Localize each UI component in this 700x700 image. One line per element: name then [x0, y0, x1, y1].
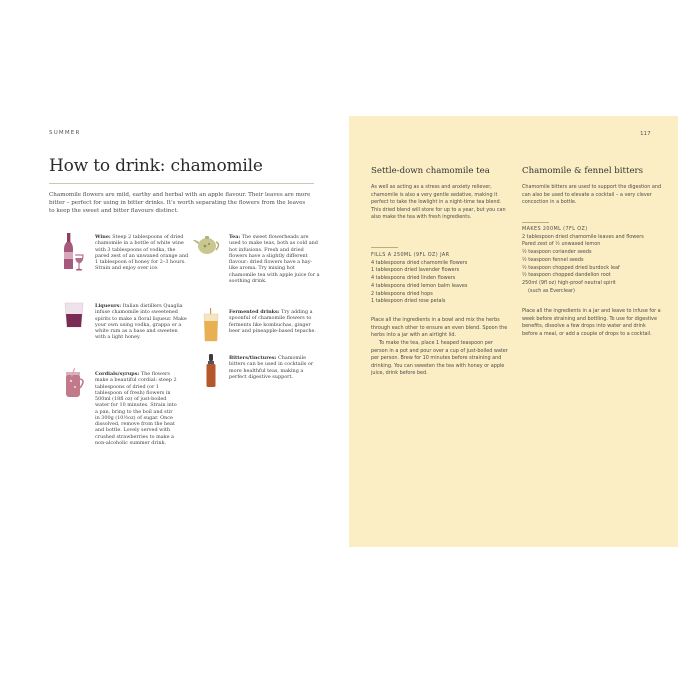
tea-ingredient: 1 tablespoon dried lavender flowers: [371, 267, 460, 274]
fermented-text: Try adding a spoonful of chamomile flowers to ferments like kombuchas, ginger beer and pineapple-based tepache.: [229, 309, 316, 334]
tea-recipe-title: Settle-down chamomile tea: [371, 166, 490, 176]
bitters-ingredient: ½ teaspoon chopped dandelion root: [522, 272, 611, 279]
bitters-yield: MAKES 200ML (7FL OZ): [522, 226, 588, 232]
fermented-heading: Fermented drinks:: [229, 309, 280, 315]
cordials-text: The flowers make a beautiful cordial: steep 2 tablespoons of dried (or 1 tablespoon of fresh) flowers in 500ml (18fl oz) of just-boiled water for 10 minutes. Strain into a pan, bring to the boil and stir in 300g (10½oz) of sugar. Once dissolved, remove from the heat and bottle. Lovely served with crushed strawberries to make a non-alcoholic summer drink.: [95, 371, 177, 446]
bitters-ingredient: 250ml (9fl oz) high-proof neutral spirit: [522, 279, 616, 286]
bitters-ingredient: Pared zest of ½ unwaxed lemon: [522, 241, 601, 248]
tea-recipe-intro: As well as acting as a stress and anxiety reliever, chamomile is also a very gentle sedative, making it perfect to take the lowlight in a night-time tea blend. This dried blend will store for up to a year, but you can also make the tea with fresh ingredients.: [371, 184, 506, 221]
page-number: 117: [640, 131, 651, 137]
tea-yield: FILLS A 250ML (9FL OZ) JAR: [371, 252, 450, 258]
bitters-ingredient: ½ teaspoon chopped dried burdock leaf: [522, 264, 620, 271]
teapot-icon: [193, 232, 223, 256]
bitters-item: [229, 355, 321, 380]
bitters-recipe-divider: [522, 222, 549, 223]
tea-item: [229, 234, 321, 284]
section-label: SUMMER: [49, 130, 81, 136]
tea-method-2: To make the tea, place 1 heaped teaspoon per person in a pot and pour over a cup of just-boiled water per person. Brew for 10 minutes before straining and drinking. You can sweeten the tea with honey or apple juice, drink before bed.: [371, 340, 508, 377]
tea-ingredient: 4 tablespoons dried linden flowers: [371, 275, 456, 282]
bitters-recipe-intro: Chamomile bitters are used to support the digestion and can also be used to elevate a cocktail – a very clever concoction in a bottle.: [522, 184, 662, 206]
liqueurs-heading: Liqueurs:: [95, 303, 122, 309]
tea-heading: Tea:: [229, 234, 241, 240]
cordials-heading: Cordials/syrups:: [95, 371, 140, 377]
liqueur-glass-icon: [64, 302, 84, 328]
tea-ingredient: 2 tablespoons dried hops: [371, 290, 433, 297]
bitters-heading: Bitters/tinctures:: [229, 355, 277, 361]
fermented-glass-icon: [203, 308, 219, 342]
cordials-item: [95, 371, 177, 446]
bitters-ingredient: ½ teaspoon fennel seeds: [522, 256, 584, 263]
bitters-ingredient-list: [522, 226, 644, 295]
title-divider: [49, 183, 314, 184]
bitters-ingredient: ½ teaspoon coriander seeds: [522, 249, 592, 256]
liqueurs-item: [95, 303, 190, 341]
bitters-method: Place all the ingredients in a jar and leave to infuse for a week before straining and bottling. To use for digestive benefits, dissolve a few drops into water and drink before a meal, or add a couple of drops to a cocktail.: [522, 308, 661, 337]
intro-paragraph: Chamomile flowers are mild, earthy and herbal with an apple flavour. Their leaves are more bitter – perfect for using in bitter drinks. It's worth separating the flowers from the leaves to keep the sweet and bitter flavours distinct.: [49, 192, 311, 214]
wine-heading: Wine:: [95, 234, 111, 240]
cordial-jar-icon: [63, 368, 87, 398]
tea-recipe-divider: [371, 247, 398, 248]
tea-ingredient-list: [371, 252, 467, 306]
tea-ingredient: 4 tablespoons dried chamomile flowers: [371, 259, 468, 266]
wine-item: [95, 234, 190, 272]
tea-ingredient: 4 tablespoons dried lemon balm leaves: [371, 282, 468, 289]
wine-text: Steep 2 tablespoons of dried chamomile in a bottle of white wine with 3 tablespoons of vodka, the pared zest of an unwaxed orange and 1 tablespoon of honey for 2–3 hours. Strain and enjoy over ice.: [95, 234, 189, 272]
fermented-item: [229, 309, 321, 334]
bitters-text: Chamomile bitters can be used in cocktails or more healthful teas, making a perfect digestive support.: [229, 355, 314, 380]
page-title: How to drink: chamomile: [49, 156, 263, 176]
wine-bottle-icon: [63, 233, 85, 273]
tea-method-1: Place all the ingredients in a bowl and mix the herbs through each other to ensure an even blend. Spoon the herbs into a jar with an airtight lid.: [371, 317, 508, 339]
bitters-ingredient: 2 tablespoon dried chamomile leaves and flowers: [522, 233, 644, 240]
bitters-bottle-icon: [205, 354, 217, 388]
liqueurs-text: Italian distillers Quaglia infuse chamomile into sweetened spirits to make a floral liqueur. Make your own using vodka, grappa or a white rum as a base and sweeten with a light honey.: [95, 303, 187, 341]
bitters-ingredient: (such as Everclear): [528, 287, 575, 294]
bitters-recipe-title: Chamomile & fennel bitters: [522, 166, 644, 176]
tea-ingredient: 1 tablespoon dried rose petals: [371, 298, 446, 305]
tea-text: The sweet flowerheads are used to make teas, both as cold and hot infusions. Fresh and dried flowers have a slightly different flavour: dried flowers have a hay-like aroma. Try mixing hot chamomile tea with apple juice for a soothing drink.: [229, 234, 320, 284]
